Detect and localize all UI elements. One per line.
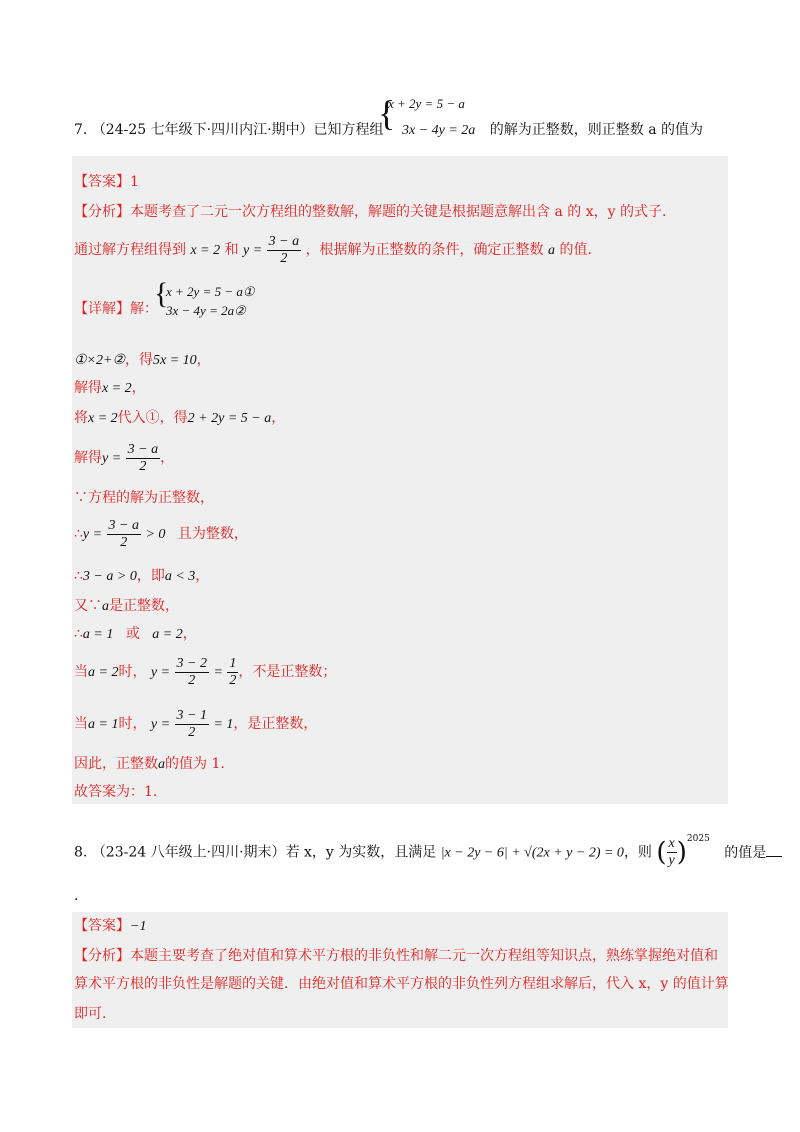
q8-analysis-tag: 【分析】	[74, 948, 130, 964]
frac-num: 3 − 2	[176, 655, 207, 671]
q8-source: （23-24 八年级上·四川·期末）若 x，y 为实数，且满足	[91, 844, 437, 861]
q7-answer-tag: 【答案】	[74, 174, 130, 190]
q7-step7	[74, 566, 209, 587]
q7-s10-c: ，不是正整数；	[238, 664, 337, 680]
q7-s10-b: 时，	[118, 664, 147, 680]
q7-step4	[74, 440, 174, 477]
frac-den: 2	[229, 672, 237, 688]
q7-line3-frac	[267, 234, 301, 267]
q7-tail: 的解为正整数，则正整数 a 的值为	[489, 122, 704, 138]
q7-eq1: x + 2y = 5 − a	[388, 96, 465, 111]
q7-s4-text: 解得	[74, 450, 102, 466]
q8-paren-left: (	[656, 837, 667, 868]
q7-step8	[74, 596, 179, 617]
q7-s1-text: ，得	[125, 352, 153, 368]
q7-brace: {	[378, 93, 396, 133]
frac-den: y	[668, 853, 675, 869]
q7-s2-text: 解得	[74, 380, 102, 396]
q7-line3-avar: a	[548, 243, 556, 258]
q7-s2-math: x = 2	[102, 381, 132, 396]
q7-detail	[74, 298, 158, 318]
q7-s4-end: ，	[160, 450, 175, 466]
q8-then: ，则	[623, 844, 652, 861]
frac-den: 2	[139, 458, 147, 474]
q8-analysis-2	[74, 974, 729, 994]
q7-step1	[74, 350, 211, 371]
q7-s10-eq: =	[213, 665, 223, 680]
q7-s11-b: 时，	[118, 716, 147, 732]
q7-detail-system	[166, 282, 255, 320]
q7-s7-m1: 3 − a > 0	[82, 569, 137, 584]
q7-detail-lead: 解：	[130, 301, 158, 317]
q7-s3-a: 将	[74, 410, 88, 426]
q7-s6-a: ∴	[74, 526, 83, 542]
q7-s11-c: ，是正整数，	[233, 716, 318, 732]
q7-s1-math: ①×2+②	[74, 353, 125, 368]
q7-s7-a: ∴	[74, 568, 83, 584]
q7-s9-end: ，	[182, 626, 197, 642]
frac-num: 3 − a	[127, 441, 159, 457]
q7-s9-m1: a = 1	[82, 627, 114, 642]
q8-analysis-3-text: 即可.	[74, 1006, 107, 1022]
q7-step5	[74, 488, 214, 508]
q8-condition: |x − 2y − 6| + √(2x + y − 2) = 0	[440, 845, 624, 861]
q7-s5: ∵方程的解为正整数，	[74, 490, 214, 506]
q7-s11-a: 当	[74, 716, 88, 732]
q7-s11-y: y =	[150, 717, 171, 732]
frac-num: 1	[229, 655, 237, 671]
q7-s12-b: 的值为 1.	[165, 756, 225, 772]
q7-step11	[74, 706, 317, 743]
q8-solution-box	[72, 912, 728, 1028]
q7-d-eq1: x + 2y = 5 − a①	[166, 284, 255, 299]
q7-answer-value: 1	[130, 174, 139, 190]
q7-line3-y: y =	[243, 243, 263, 258]
q7-s13: 故答案为：1.	[74, 784, 158, 800]
q7-analysis	[74, 202, 666, 222]
q8-analysis-2-text: 算术平方根的非负性是解题的关键．由绝对值和算术平方根的非负性列方程组求解后，代入 x，y 的值计算	[74, 976, 729, 992]
q8-blank	[766, 856, 782, 857]
q7-s9-m2: a = 2	[152, 627, 183, 642]
q7-s3-b: 代入①，得	[117, 410, 188, 426]
q7-s10-frac	[175, 656, 209, 689]
q7-step3	[74, 408, 285, 429]
frac-num: 3 − 1	[176, 707, 207, 723]
q7-s12-m: a	[158, 757, 165, 772]
q8-analysis-1-text: 本题主要考查了绝对值和算术平方根的非负性和解二元一次方程组等知识点，熟练掌握绝对值和	[130, 948, 718, 964]
q7-s10-rfrac	[227, 656, 238, 689]
q7-question	[74, 120, 703, 141]
q7-step10	[74, 654, 336, 691]
q7-step12	[74, 754, 225, 775]
q7-step13	[74, 782, 157, 802]
q7-step6	[74, 516, 248, 553]
q7-source: （24-25 七年级下·四川内江·期中）已知方程组	[91, 122, 384, 138]
q7-line3-b: ，根据解为正整数的条件，确定正整数	[305, 242, 544, 258]
q8-analysis-1	[74, 946, 718, 966]
q7-eq2: 3x − 4y = 2a	[401, 123, 476, 138]
q7-s8-b: 是正整数，	[109, 598, 179, 614]
q8-number: 8.	[74, 844, 88, 861]
q7-line3-x: x = 2	[190, 243, 221, 258]
q7-s8-a: 又∵	[74, 598, 102, 614]
q8-dot	[74, 886, 78, 906]
q7-s3-m2: 2 + 2y = 5 − a	[187, 411, 272, 426]
q7-line3-c: 的值.	[559, 242, 592, 258]
q7-s11-eq: = 1	[213, 717, 234, 732]
q7-s6-gt: > 0	[145, 527, 166, 542]
q8-answer-tag: 【答案】	[74, 918, 130, 934]
q7-s6-b: 且为整数，	[177, 526, 248, 542]
q8-answer	[74, 916, 146, 937]
q8-tail: 的值是	[724, 844, 767, 861]
q7-analysis-tag: 【分析】	[74, 204, 130, 220]
q7-s1-end: ，	[196, 352, 211, 368]
q7-s10-m: a = 2	[88, 665, 119, 680]
q7-s2-end: ，	[131, 380, 146, 396]
q7-s4-y: y =	[102, 451, 122, 466]
q7-line3-a: 通过解方程组得到	[74, 242, 186, 258]
q8-answer-value: −1	[130, 919, 147, 934]
q7-s8-m: a	[102, 599, 109, 614]
q7-s10-y: y =	[150, 665, 171, 680]
frac-num: 3 − a	[268, 233, 300, 249]
q7-s6-frac	[107, 518, 141, 551]
q7-step9	[74, 624, 197, 645]
q8-analysis-3	[74, 1004, 106, 1024]
q7-s6-y: y =	[82, 527, 103, 542]
frac-num: x	[668, 836, 675, 852]
q7-s7-b: ，即	[136, 568, 165, 584]
q7-s11-m: a = 1	[88, 717, 119, 732]
q7-analysis-text: 本题考查了二元一次方程组的整数解，解题的关键是根据题意解出含 a 的 x，y 的式子.	[130, 204, 667, 220]
frac-num: 3 − a	[108, 517, 139, 533]
frac-den: 2	[280, 250, 288, 266]
q7-number: 7.	[74, 122, 88, 138]
frac-den: 2	[188, 672, 196, 688]
q7-s9-or: 或	[125, 626, 140, 642]
q7-system-top	[388, 96, 465, 112]
q7-s4-frac	[126, 442, 160, 475]
frac-den: 2	[120, 534, 128, 550]
q7-s7-m2: a < 3	[164, 569, 196, 584]
q7-s3-end: ，	[271, 410, 286, 426]
q7-detail-tag: 【详解】	[74, 301, 130, 317]
q7-s3-m1: x = 2	[88, 411, 118, 426]
q8-expr-frac	[667, 836, 677, 869]
q8-dot-text: .	[74, 888, 79, 904]
q7-s9-a: ∴	[74, 626, 83, 642]
q7-detail-brace: {	[154, 277, 169, 310]
q8-question	[74, 834, 782, 869]
q7-line3-and: 和	[224, 242, 239, 258]
q7-answer	[74, 172, 139, 192]
q7-s10-a: 当	[74, 664, 88, 680]
q7-s7-end: ，	[195, 568, 210, 584]
q7-s11-frac	[175, 708, 209, 741]
q7-s12-a: 因此，正整数	[74, 756, 158, 772]
q7-s1-res: 5x = 10	[153, 353, 197, 368]
q7-d-eq2: 3x − 4y = 2a②	[166, 303, 246, 318]
frac-den: 2	[188, 724, 196, 740]
q7-step2	[74, 378, 146, 399]
q8-exponent: 2025	[686, 834, 710, 844]
q8-paren-right: )	[676, 837, 687, 868]
q7-analysis-line2	[74, 232, 592, 269]
